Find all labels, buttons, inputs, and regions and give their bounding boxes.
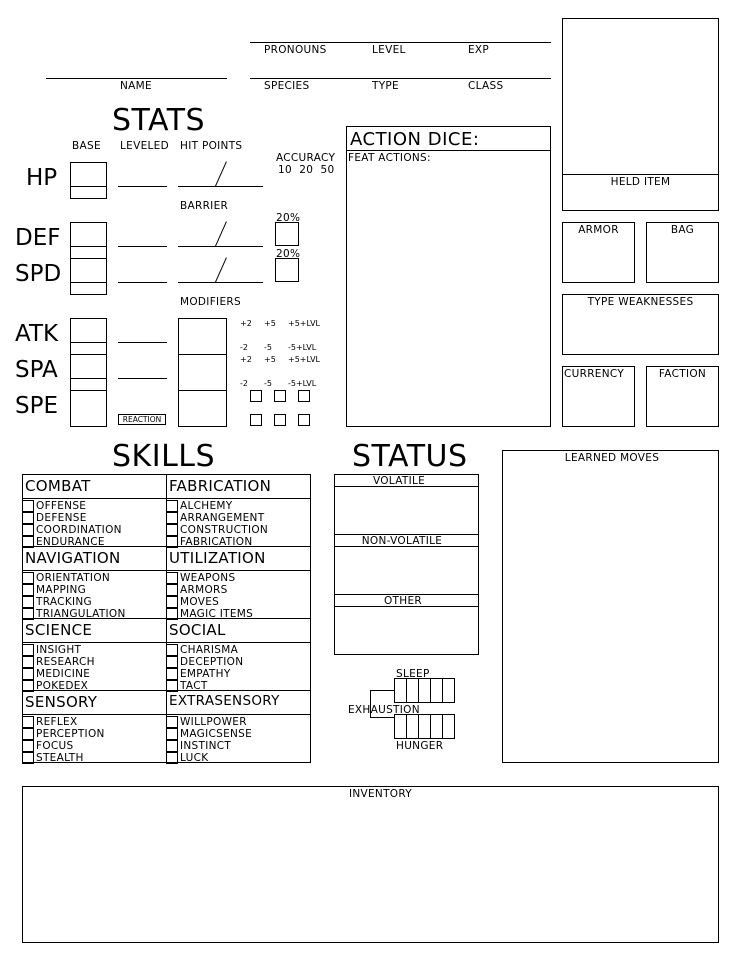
modifiers-label: MODIFIERS [180, 296, 241, 308]
skills-header-divider [22, 570, 311, 571]
stats-title: STATS [112, 103, 206, 138]
armor-label: ARMOR [578, 224, 619, 236]
skill-checkbox[interactable] [22, 584, 34, 596]
skill-checkbox[interactable] [166, 596, 178, 608]
skill-extrasensory-item: MAGICSENSE [180, 728, 253, 740]
status-title: STATUS [352, 439, 468, 474]
skill-category-science: SCIENCE [25, 621, 93, 639]
action-dice-title: ACTION DICE: [350, 129, 480, 150]
spe-base-box[interactable] [70, 390, 107, 427]
skill-checkbox[interactable] [22, 728, 34, 740]
bag-label: BAG [670, 224, 695, 236]
hunger-track-box[interactable] [442, 714, 455, 739]
spd-leveled-line[interactable] [118, 282, 167, 283]
atk-mod-plus-lvl: +5+LVL [288, 319, 321, 328]
spe-mod-checkbox[interactable] [250, 414, 262, 426]
skill-category-social: SOCIAL [169, 621, 226, 639]
skill-checkbox[interactable] [166, 500, 178, 512]
inventory-label: INVENTORY [348, 788, 413, 800]
atk-base-box[interactable] [70, 318, 107, 355]
spd-slash [215, 257, 227, 282]
atk-leveled-line[interactable] [118, 342, 167, 343]
skills-row-divider [22, 690, 311, 691]
learned-moves-label: LEARNED MOVES [564, 452, 660, 464]
skill-utilization-item: ARMORS [180, 584, 228, 596]
atk-mod-minus-2: -2 [240, 343, 248, 352]
hunger-label: HUNGER [396, 740, 444, 752]
accuracy-label: ACCURACY [276, 152, 336, 164]
feat-actions-label: FEAT ACTIONS: [348, 152, 431, 164]
hp-base-divider [70, 186, 107, 187]
skill-checkbox[interactable] [22, 716, 34, 728]
spa-base-divider [70, 378, 107, 379]
skill-category-utilization: UTILIZATION [169, 549, 266, 567]
held-item-label: HELD ITEM [610, 176, 671, 188]
def-label: DEF [15, 225, 61, 251]
skills-header-divider [22, 498, 311, 499]
def-leveled-line[interactable] [118, 246, 167, 247]
learned-moves-box[interactable] [502, 450, 719, 763]
skill-checkbox[interactable] [166, 668, 178, 680]
skill-checkbox[interactable] [22, 740, 34, 752]
skill-sensory-item: FOCUS [36, 740, 74, 752]
skill-category-extrasensory: EXTRASENSORY [169, 693, 280, 709]
skill-checkbox[interactable] [22, 512, 34, 524]
def-base-divider [70, 246, 107, 247]
skill-utilization-item: MOVES [180, 596, 220, 608]
def-percent-box[interactable] [275, 222, 299, 246]
spe-mod-checkbox[interactable] [274, 390, 286, 402]
skills-row-divider [22, 546, 311, 547]
exhaustion-label: EXHAUSTION [348, 704, 420, 716]
base-header: BASE [72, 140, 101, 152]
atk-label: ATK [15, 321, 59, 347]
spa-mod-plus-2: +2 [240, 355, 252, 364]
skill-extrasensory-item: INSTINCT [180, 740, 232, 752]
spa-mod-minus-lvl: -5+LVL [288, 379, 317, 388]
skill-navigation-item: ORIENTATION [36, 572, 111, 584]
skills-header-divider [22, 642, 311, 643]
skill-checkbox[interactable] [166, 644, 178, 656]
skill-fabrication-item: FABRICATION [180, 536, 253, 548]
skill-checkbox[interactable] [22, 668, 34, 680]
skill-combat-item: ENDURANCE [36, 536, 105, 548]
reaction-box[interactable]: REACTION [118, 414, 166, 425]
atk-mod-plus-5: +5 [264, 319, 276, 328]
skill-fabrication-item: CONSTRUCTION [180, 524, 269, 536]
spd-base-box[interactable] [70, 258, 107, 295]
hp-hit-points-line[interactable] [178, 186, 263, 187]
skill-checkbox[interactable] [166, 572, 178, 584]
status-box[interactable] [334, 474, 479, 655]
skill-checkbox[interactable] [166, 716, 178, 728]
spa-label: SPA [15, 357, 58, 383]
spa-mod-minus-2: -2 [240, 379, 248, 388]
def-base-box[interactable] [70, 222, 107, 259]
skill-navigation-item: MAPPING [36, 584, 87, 596]
barrier-label: BARRIER [180, 200, 229, 212]
currency-label: CURRENCY [564, 368, 625, 380]
skill-checkbox[interactable] [22, 752, 34, 764]
held-item-divider [562, 174, 719, 175]
spa-mod-minus-5: -5 [264, 379, 272, 388]
action-dice-divider [346, 150, 551, 151]
level-label: LEVEL [372, 44, 406, 56]
hp-label: HP [26, 165, 58, 191]
atk-mod-plus-2: +2 [240, 319, 252, 328]
skill-science-item: POKEDEX [36, 680, 89, 692]
atk-modifier-box[interactable] [178, 318, 227, 355]
skill-extrasensory-item: LUCK [180, 752, 209, 764]
skill-social-item: EMPATHY [180, 668, 231, 680]
def-slash [215, 221, 227, 246]
spa-mod-plus-lvl: +5+LVL [288, 355, 321, 364]
skill-science-item: MEDICINE [36, 668, 91, 680]
skill-science-item: RESEARCH [36, 656, 95, 668]
skill-checkbox[interactable] [166, 584, 178, 596]
spe-mod-checkbox[interactable] [298, 414, 310, 426]
skill-checkbox[interactable] [166, 752, 178, 764]
spd-barrier-line[interactable] [178, 282, 263, 283]
action-dice-box[interactable] [346, 126, 551, 427]
spd-percent: 20% [276, 248, 301, 260]
atk-base-divider [70, 342, 107, 343]
skills-row-divider [22, 618, 311, 619]
sleep-track-box[interactable] [442, 678, 455, 703]
hp-slash [215, 161, 227, 186]
skill-checkbox[interactable] [22, 572, 34, 584]
species-label: SPECIES [264, 80, 310, 92]
hp-base-box[interactable] [70, 162, 107, 199]
name-line [46, 78, 227, 79]
spa-mod-plus-5: +5 [264, 355, 276, 364]
skill-checkbox[interactable] [166, 512, 178, 524]
skill-checkbox[interactable] [22, 656, 34, 668]
skill-category-combat: COMBAT [25, 477, 91, 495]
skill-category-fabrication: FABRICATION [169, 477, 272, 495]
skill-combat-item: COORDINATION [36, 524, 122, 536]
skills-header-divider [22, 714, 311, 715]
skill-checkbox[interactable] [22, 644, 34, 656]
spd-base-divider [70, 282, 107, 283]
skill-science-item: INSIGHT [36, 644, 82, 656]
skill-sensory-item: REFLEX [36, 716, 78, 728]
skill-checkbox[interactable] [166, 524, 178, 536]
spe-mod-checkbox[interactable] [250, 390, 262, 402]
skill-checkbox[interactable] [22, 500, 34, 512]
def-percent: 20% [276, 212, 301, 224]
name-label: NAME [120, 80, 152, 92]
def-barrier-line[interactable] [178, 246, 263, 247]
skill-checkbox[interactable] [166, 740, 178, 752]
skills-title: SKILLS [112, 439, 216, 474]
spa-leveled-line[interactable] [118, 378, 167, 379]
leveled-header: LEVELED [120, 140, 169, 152]
exhaustion-bracket [370, 690, 394, 718]
atk-mod-minus-lvl: -5+LVL [288, 343, 317, 352]
skill-checkbox[interactable] [22, 524, 34, 536]
skill-social-item: TACT [180, 680, 208, 692]
skill-combat-item: DEFENSE [36, 512, 87, 524]
volatile-label: VOLATILE [372, 475, 426, 487]
atk-mod-minus-5: -5 [264, 343, 272, 352]
skill-social-item: DECEPTION [180, 656, 244, 668]
spa-modifier-box[interactable] [178, 354, 227, 391]
spd-label: SPD [15, 261, 62, 287]
skill-sensory-item: STEALTH [36, 752, 84, 764]
hp-leveled-line[interactable] [118, 186, 167, 187]
skill-checkbox[interactable] [22, 596, 34, 608]
spa-base-box[interactable] [70, 354, 107, 391]
class-label: CLASS [468, 80, 504, 92]
skill-fabrication-item: ALCHEMY [180, 500, 233, 512]
inventory-box[interactable] [22, 786, 719, 943]
exp-label: EXP [468, 44, 490, 56]
pronouns-line [250, 42, 551, 43]
pronouns-label: PRONOUNS [264, 44, 327, 56]
skill-sensory-item: PERCEPTION [36, 728, 105, 740]
skill-category-navigation: NAVIGATION [25, 549, 121, 567]
type-weaknesses-label: TYPE WEAKNESSES [587, 296, 694, 308]
hit-points-header: HIT POINTS [180, 140, 243, 152]
skill-checkbox[interactable] [166, 656, 178, 668]
non-volatile-label: NON-VOLATILE [361, 535, 443, 547]
faction-label: FACTION [658, 368, 707, 380]
skill-category-sensory: SENSORY [25, 693, 98, 711]
spe-mod-checkbox[interactable] [298, 390, 310, 402]
skill-navigation-item: TRIANGULATION [36, 608, 126, 620]
spe-mod-checkbox[interactable] [274, 414, 286, 426]
other-label: OTHER [383, 595, 422, 607]
skill-utilization-item: MAGIC ITEMS [180, 608, 254, 620]
skill-fabrication-item: ARRANGEMENT [180, 512, 265, 524]
spe-modifier-box[interactable] [178, 390, 227, 427]
accuracy-values: 10 20 50 [278, 164, 335, 176]
skill-navigation-item: TRACKING [36, 596, 92, 608]
sleep-label: SLEEP [396, 668, 430, 680]
skill-combat-item: OFFENSE [36, 500, 87, 512]
skill-social-item: CHARISMA [180, 644, 239, 656]
spe-label: SPE [15, 393, 59, 419]
species-line [250, 78, 551, 79]
skill-extrasensory-item: WILLPOWER [180, 716, 247, 728]
spd-percent-box[interactable] [275, 258, 299, 282]
skill-utilization-item: WEAPONS [180, 572, 236, 584]
type-label: TYPE [372, 80, 399, 92]
skill-checkbox[interactable] [166, 728, 178, 740]
